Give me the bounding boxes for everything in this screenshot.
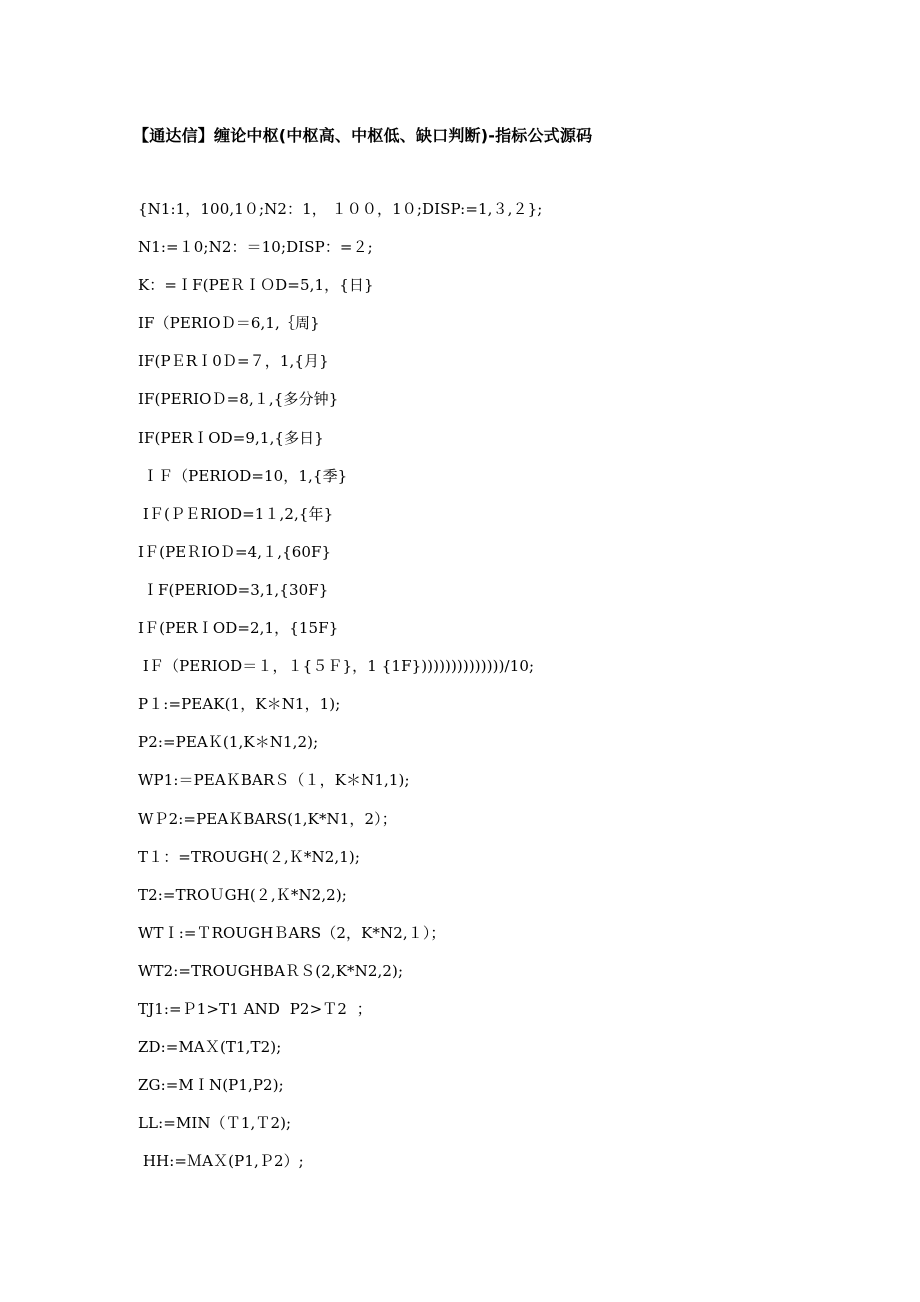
document-title: 【通达信】缠论中枢(中枢高、中枢低、缺口判断)-指标公式源码 [133,126,593,145]
code-line: ZG:=MＩN(P1,P2); [138,1076,284,1095]
code-line: WＰ2:=PEAＫBARS(1,K*N1，2）； [138,809,397,828]
code-line: ZD:=MAＸ(T1,T2); [138,1038,282,1057]
code-line: IF(PERＩOD=9,1,{多日} [138,428,324,447]
code-line: IF(PERIOＤ=8,１,{多分钟} [138,390,339,409]
code-line: P１:=PEAK(1，K＊N1，1); [138,695,341,714]
code-line: T2:=TROＵGH(２,Ｋ*N2,2); [138,885,347,904]
code-line: IＦ(PEＲIOＤ=4,１,{60F} [138,542,332,561]
code-line: K：=ＩF(PEＲＩＯD=5,1，{日} [138,276,374,295]
code-line: N1:=１0;N2：＝10;DISP：=２; [138,238,373,257]
code-line: WP1:＝PEAＫBARＳ（１，K＊N1,1); [138,771,410,790]
code-line: T１：=TROUGH(２,Ｋ*N2,1); [138,847,360,866]
code-line: IＦ(PERＩOD=2,1，{15F} [138,619,339,638]
code-line: IＦ(ＰＥRIOD=1１,2,{年} [138,504,334,523]
code-line: IF(PＥRＩ0Ｄ=７，1,{月} [138,352,329,371]
code-line: {N1:1，100,1０;N2：1， １００，1０;DISP:=1,３,２}; [138,200,543,218]
code-line: IＦ（PERIOD＝１，１{５Ｆ}，1 {1F}))))))))))))))/10; [138,657,535,676]
formula-code-block [138,196,542,1186]
code-line: ＩＦ（PERIOD=10，1,{季} [138,466,348,485]
code-line: P2:=PEAＫ(1,K＊N1,2); [138,733,319,752]
code-line: WTＩ:=ＴROUGHＢARS（2，K*N2,１）； [138,923,446,942]
code-line: HH:=ＭAＸ(P1,Ｐ2）; [138,1152,304,1171]
code-line: LL:=MIN（Ｔ1,Ｔ2); [138,1114,292,1133]
code-line: IF（PERIOＤ＝6,1,｛周} [138,314,320,333]
code-line: ＩF(PERIOD=3,1,{30F} [138,580,329,599]
code-line: WT2:=TROUGHBAＲＳ(2,K*N2,2); [138,961,404,980]
code-line: TJ1:=Ｐ1>T1 AND P2>Ｔ2 ； [138,999,372,1018]
